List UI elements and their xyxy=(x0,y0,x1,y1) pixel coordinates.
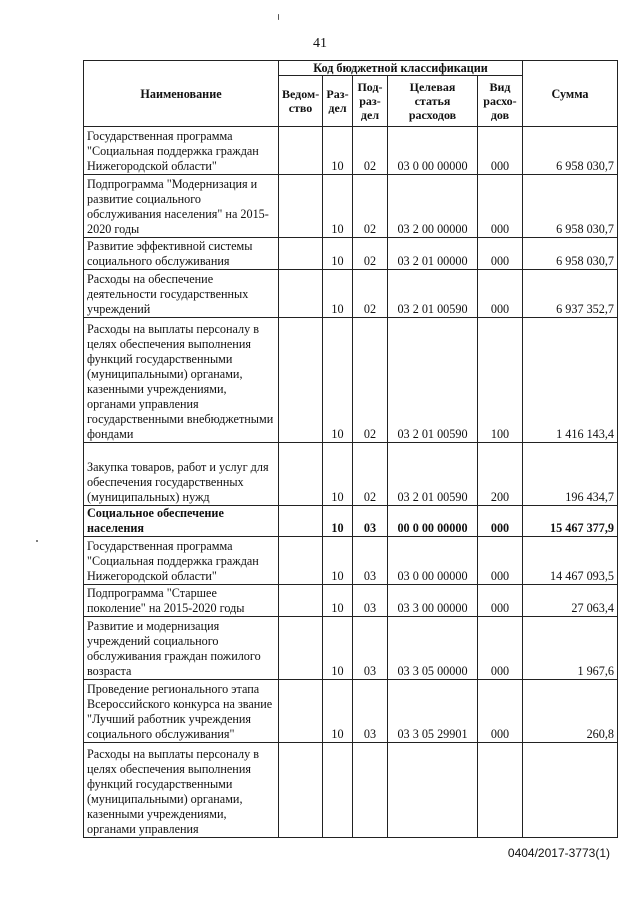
cell-ministry xyxy=(279,585,323,617)
cell-subsection: 02 xyxy=(353,238,388,270)
cell-section: 10 xyxy=(323,127,353,175)
cell-subsection: 02 xyxy=(353,443,388,506)
table-row xyxy=(84,443,618,506)
document-code: 0404/2017-3773(1) xyxy=(507,846,610,860)
header-subsection: Под-раз-дел xyxy=(353,76,388,127)
cell-name: Расходы на выплаты персоналу в целях обеспечения выполнения функций государственными (муниципальными) органами, казенными учреждениями, органами управления государственными внебюджетными фондами xyxy=(84,318,279,443)
cell-ministry xyxy=(279,238,323,270)
cell-type: 200 xyxy=(478,443,523,506)
table-row xyxy=(84,617,618,680)
header-expense-type: Вид расхо-дов xyxy=(478,76,523,127)
cell-section: 10 xyxy=(323,443,353,506)
cell-subsection: 02 xyxy=(353,127,388,175)
cell-subsection: 02 xyxy=(353,175,388,238)
cell-type: 000 xyxy=(478,175,523,238)
cell-target: 03 2 01 00590 xyxy=(388,443,478,506)
table-row xyxy=(84,175,618,238)
header-sum: Сумма xyxy=(523,61,618,127)
cell-name: Проведение регионального этапа Всероссийского конкурса на звание "Лучший работник учреждения социального обслуживания" xyxy=(84,680,279,743)
scan-speck xyxy=(36,540,38,542)
cell-name: Расходы на обеспечение деятельности государственных учреждений xyxy=(84,270,279,318)
cell-sum: 1 967,6 xyxy=(523,617,618,680)
cell-name: Государственная программа "Социальная поддержка граждан Нижегородской области" xyxy=(84,127,279,175)
cell-target: 03 2 01 00000 xyxy=(388,238,478,270)
table-body xyxy=(84,127,618,838)
cell-target: 03 3 05 00000 xyxy=(388,617,478,680)
cell-ministry xyxy=(279,617,323,680)
header-section: Раз-дел xyxy=(323,76,353,127)
cell-name: Закупка товаров, работ и услуг для обеспечения государственных (муниципальных) нужд xyxy=(84,443,279,506)
page-number: 41 xyxy=(313,36,327,51)
cell-sum: 260,8 xyxy=(523,680,618,743)
cell-name: Государственная программа "Социальная поддержка граждан Нижегородской области" xyxy=(84,537,279,585)
cell-subsection: 02 xyxy=(353,270,388,318)
budget-table xyxy=(83,60,618,838)
cell-sum: 6 958 030,7 xyxy=(523,238,618,270)
table-row xyxy=(84,127,618,175)
table-row xyxy=(84,318,618,443)
cell-type: 000 xyxy=(478,537,523,585)
cell-section xyxy=(323,743,353,838)
cell-section: 10 xyxy=(323,318,353,443)
table-row xyxy=(84,506,618,537)
cell-ministry xyxy=(279,537,323,585)
cell-section: 10 xyxy=(323,617,353,680)
cell-sum: 15 467 377,9 xyxy=(523,506,618,537)
cell-type: 000 xyxy=(478,585,523,617)
cell-sum: 196 434,7 xyxy=(523,443,618,506)
cell-name: Подпрограмма "Модернизация и развитие социального обслуживания населения" на 2015-2020 годы xyxy=(84,175,279,238)
cell-target: 03 3 00 00000 xyxy=(388,585,478,617)
cell-sum: 6 958 030,7 xyxy=(523,127,618,175)
cell-type: 000 xyxy=(478,617,523,680)
cell-target: 03 0 00 00000 xyxy=(388,127,478,175)
cell-target: 03 2 01 00590 xyxy=(388,318,478,443)
cell-type: 100 xyxy=(478,318,523,443)
cell-subsection xyxy=(353,743,388,838)
cell-sum: 1 416 143,4 xyxy=(523,318,618,443)
cell-target: 00 0 00 00000 xyxy=(388,506,478,537)
cell-subsection: 03 xyxy=(353,537,388,585)
cell-ministry xyxy=(279,318,323,443)
header-classification-group: Код бюджетной классификации xyxy=(279,61,523,76)
table-row xyxy=(84,270,618,318)
cell-name: Расходы на выплаты персоналу в целях обеспечения выполнения функций государственными (муниципальными) органами, казенными учреждениями, органами управления xyxy=(84,743,279,838)
cell-name: Развитие эффективной системы социального обслуживания xyxy=(84,238,279,270)
cell-subsection: 03 xyxy=(353,506,388,537)
table-row xyxy=(84,743,618,838)
table-row xyxy=(84,585,618,617)
cell-target: 03 2 00 00000 xyxy=(388,175,478,238)
cell-ministry xyxy=(279,127,323,175)
cell-subsection: 03 xyxy=(353,680,388,743)
cell-section: 10 xyxy=(323,270,353,318)
table-row xyxy=(84,680,618,743)
cell-type: 000 xyxy=(478,238,523,270)
cell-name: Подпрограмма "Старшее поколение" на 2015-2020 годы xyxy=(84,585,279,617)
table-row xyxy=(84,537,618,585)
cell-type: 000 xyxy=(478,680,523,743)
header-target: Целевая статья расходов xyxy=(388,76,478,127)
cell-sum: 6 958 030,7 xyxy=(523,175,618,238)
cell-sum xyxy=(523,743,618,838)
cell-sum: 27 063,4 xyxy=(523,585,618,617)
cell-subsection: 03 xyxy=(353,617,388,680)
cell-sum: 6 937 352,7 xyxy=(523,270,618,318)
cell-type: 000 xyxy=(478,506,523,537)
cell-name: Развитие и модернизация учреждений социального обслуживания граждан пожилого возраста xyxy=(84,617,279,680)
scan-speck xyxy=(278,14,279,20)
cell-subsection: 02 xyxy=(353,318,388,443)
cell-section: 10 xyxy=(323,506,353,537)
header-name: Наименование xyxy=(84,61,279,127)
cell-ministry xyxy=(279,175,323,238)
cell-section: 10 xyxy=(323,585,353,617)
cell-type: 000 xyxy=(478,270,523,318)
cell-subsection: 03 xyxy=(353,585,388,617)
cell-type: 000 xyxy=(478,127,523,175)
cell-section: 10 xyxy=(323,537,353,585)
cell-section: 10 xyxy=(323,680,353,743)
cell-target: 03 3 05 29901 xyxy=(388,680,478,743)
cell-ministry xyxy=(279,680,323,743)
cell-target: 03 0 00 00000 xyxy=(388,537,478,585)
cell-target: 03 2 01 00590 xyxy=(388,270,478,318)
cell-section: 10 xyxy=(323,238,353,270)
header-ministry: Ведом-ство xyxy=(279,76,323,127)
cell-ministry xyxy=(279,443,323,506)
cell-sum: 14 467 093,5 xyxy=(523,537,618,585)
cell-ministry xyxy=(279,506,323,537)
cell-name: Социальное обеспечение населения xyxy=(84,506,279,537)
cell-target xyxy=(388,743,478,838)
cell-ministry xyxy=(279,270,323,318)
table-row xyxy=(84,238,618,270)
cell-type xyxy=(478,743,523,838)
cell-ministry xyxy=(279,743,323,838)
cell-section: 10 xyxy=(323,175,353,238)
